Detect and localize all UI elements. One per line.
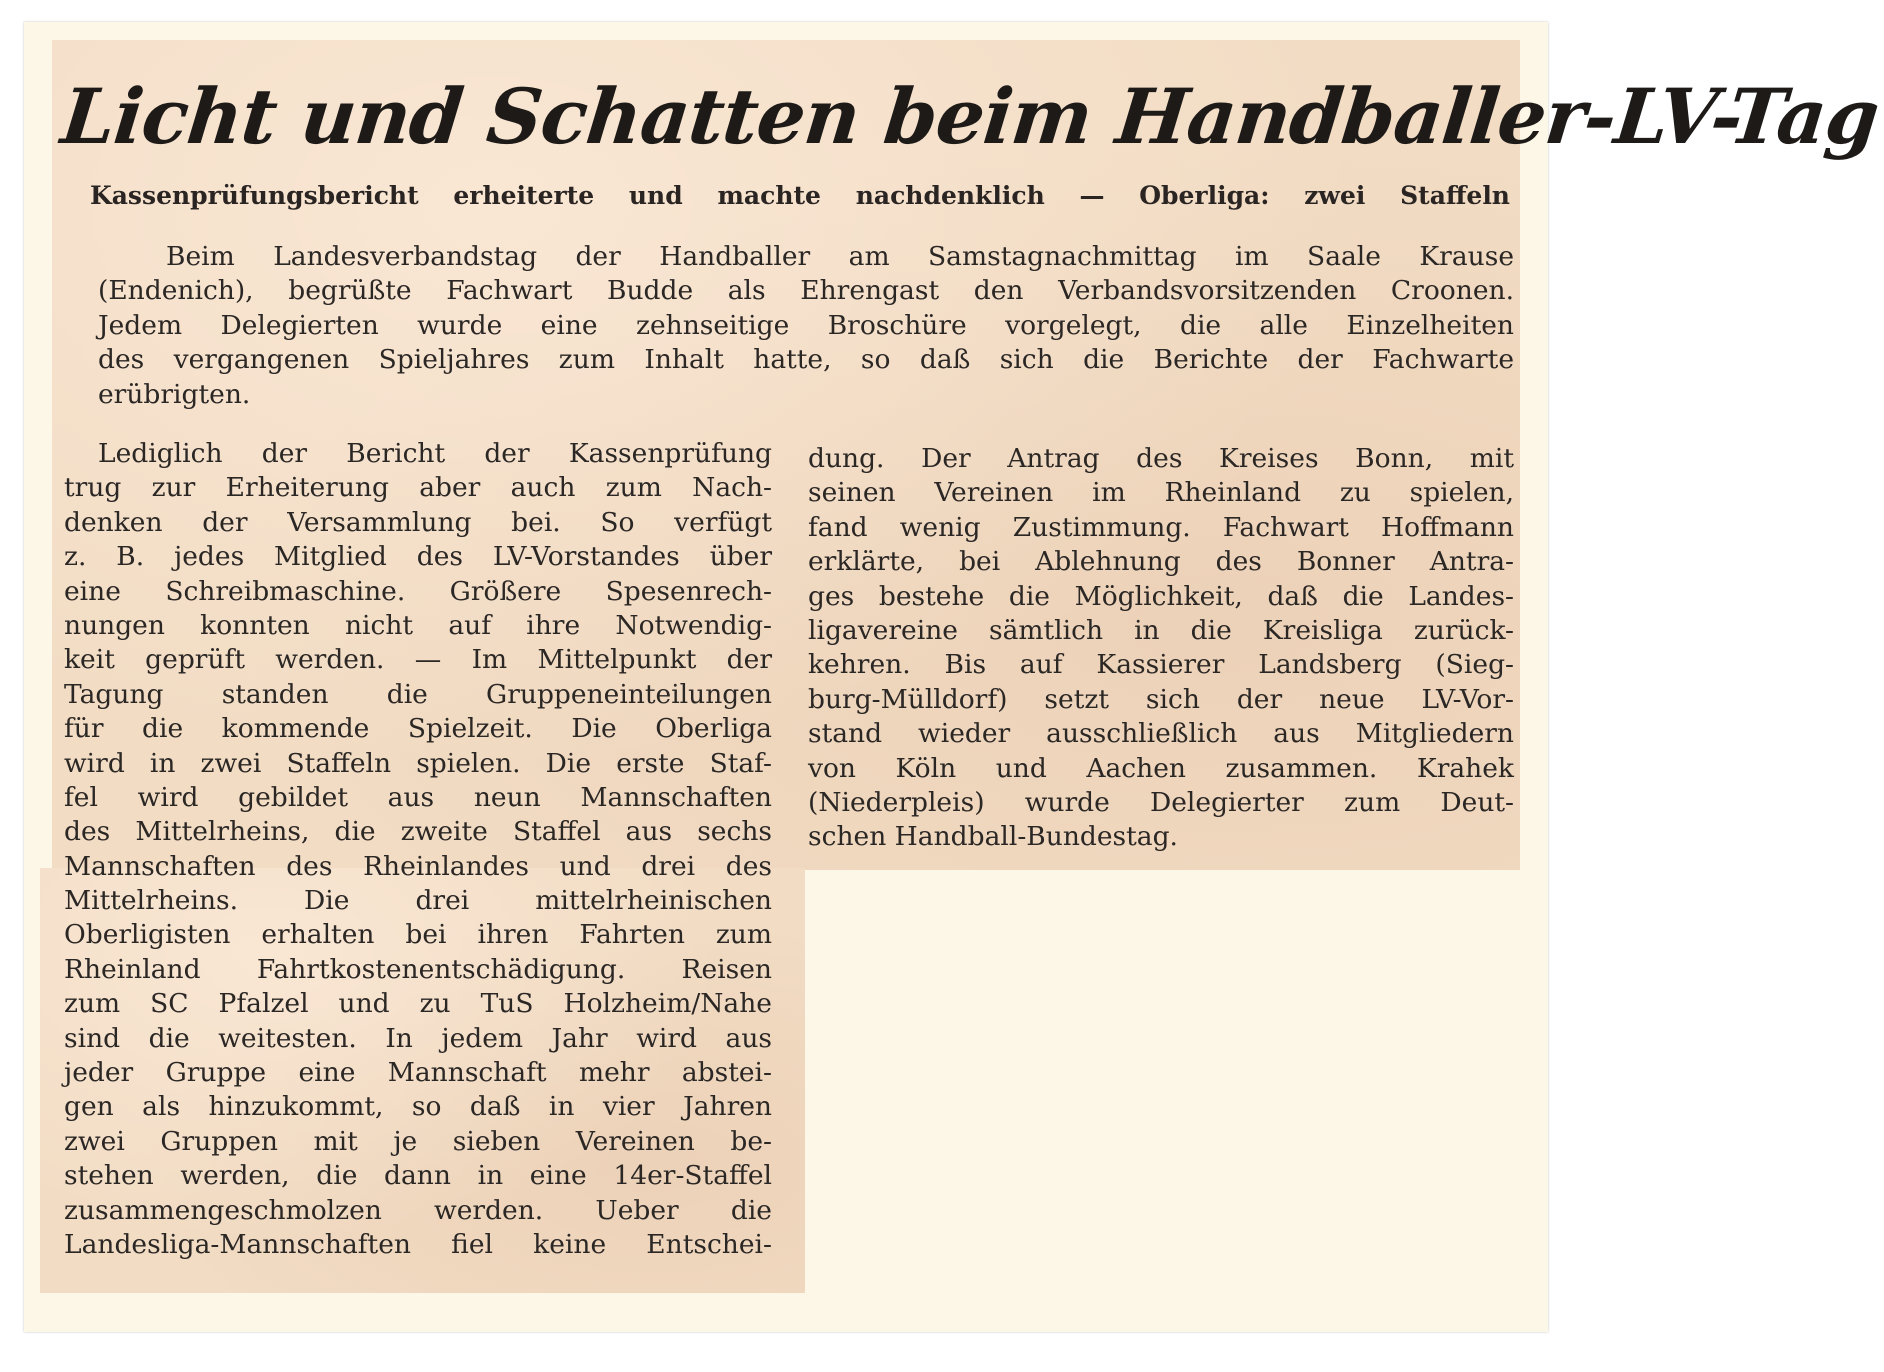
left-column-line: sind die weitesten. In jedem Jahr wird aus (64, 1022, 772, 1054)
left-column-line: zum SC Pfalzel und zu TuS Holzheim/Nahe (64, 988, 772, 1020)
intro-line: des vergangenen Spieljahres zum Inhalt hatte, so daß sich die Berichte der Fachwarte (98, 344, 1514, 376)
article-headline: Licht und Schatten beim Handballer-LV-Tag (57, 72, 1883, 161)
intro-line: erübrigten. (98, 378, 251, 410)
left-column-line: wird in zwei Staffeln spielen. Die erste Staf- (64, 747, 772, 779)
left-column-line: Lediglich der Bericht der Kassenprüfung (98, 438, 772, 469)
left-column-line: Mittelrheins. Die drei mittelrheinischen (64, 885, 772, 917)
left-column-line: Tagung standen die Gruppeneinteilungen (64, 678, 772, 710)
right-column-line: stand wieder ausschließlich aus Mitgliedern (808, 718, 1514, 750)
article-subheadline: Kassenprüfungsbericht erheiterte und machte nachdenklich — Oberliga: zwei Staffeln (90, 181, 1510, 210)
left-column-line: zusammengeschmolzen werden. Ueber die (64, 1194, 772, 1226)
left-column-line: z. B. jedes Mitglied des LV-Vorstandes über (64, 541, 772, 573)
left-column-line: Rheinland Fahrtkostenentschädigung. Reisen (64, 953, 772, 985)
right-column-line: seinen Vereinen im Rheinland zu spielen, (808, 477, 1514, 509)
right-column-line: dung. Der Antrag des Kreises Bonn, mit (808, 443, 1514, 474)
right-column-line: von Köln und Aachen zusammen. Krahek (808, 752, 1514, 784)
intro-line: Beim Landesverbandstag der Handballer am Samstagnachmittag im Saale Krause (166, 241, 1514, 272)
right-column-line: burg-Mülldorf) setzt sich der neue LV-Vor- (808, 683, 1514, 715)
left-column (64, 437, 772, 1262)
left-column-line: trug zur Erheiterung aber auch zum Nach- (64, 472, 772, 504)
right-column-line: ges bestehe die Möglichkeit, daß die Landes- (808, 580, 1514, 612)
left-column-line: des Mittelrheins, die zweite Staffel aus sechs (64, 816, 772, 848)
left-column-line: Landesliga-Mannschaften fiel keine Entschei- (64, 1228, 772, 1260)
left-column-line: stehen werden, die dann in eine 14er-Staffel (64, 1160, 772, 1192)
left-column-line: Mannschaften des Rheinlandes und drei des (64, 850, 772, 882)
left-column-line: keit geprüft werden. — Im Mittelpunkt der (64, 644, 772, 676)
right-column-line: schen Handball-Bundestag. (808, 821, 1178, 853)
left-column-line: fel wird gebildet aus neun Mannschaften (64, 781, 772, 813)
intro-line: (Endenich), begrüßte Fachwart Budde als Ehrengast den Verbandsvorsitzenden Croonen. (98, 275, 1514, 307)
left-column-line: nungen konnten nicht auf ihre Notwendig- (64, 609, 772, 641)
right-column-line: erklärte, bei Ablehnung des Bonner Antra- (808, 546, 1514, 578)
left-column-line: zwei Gruppen mit je sieben Vereinen be- (64, 1125, 772, 1157)
intro-line: Jedem Delegierten wurde eine zehnseitige Broschüre vorgelegt, die alle Einzelheiten (98, 309, 1514, 341)
left-column-line: Oberligisten erhalten bei ihren Fahrten zum (64, 919, 772, 951)
left-column-line: jeder Gruppe eine Mannschaft mehr abstei- (64, 1057, 772, 1089)
right-column-line: kehren. Bis auf Kassierer Landsberg (Sieg- (808, 649, 1514, 681)
right-column (808, 442, 1514, 855)
right-column-line: fand wenig Zustimmung. Fachwart Hoffmann (808, 511, 1514, 543)
right-column-line: ligavereine sämtlich in die Kreisliga zurück- (808, 614, 1514, 646)
left-column-line: gen als hinzukommt, so daß in vier Jahren (64, 1091, 772, 1123)
left-column-line: denken der Versammlung bei. So verfügt (64, 506, 772, 538)
intro-paragraph (98, 240, 1514, 412)
left-column-line: eine Schreibmaschine. Größere Spesenrech- (64, 575, 772, 607)
left-column-line: für die kommende Spielzeit. Die Oberliga (64, 713, 772, 745)
right-column-line: (Niederpleis) wurde Delegierter zum Deut- (808, 786, 1514, 818)
